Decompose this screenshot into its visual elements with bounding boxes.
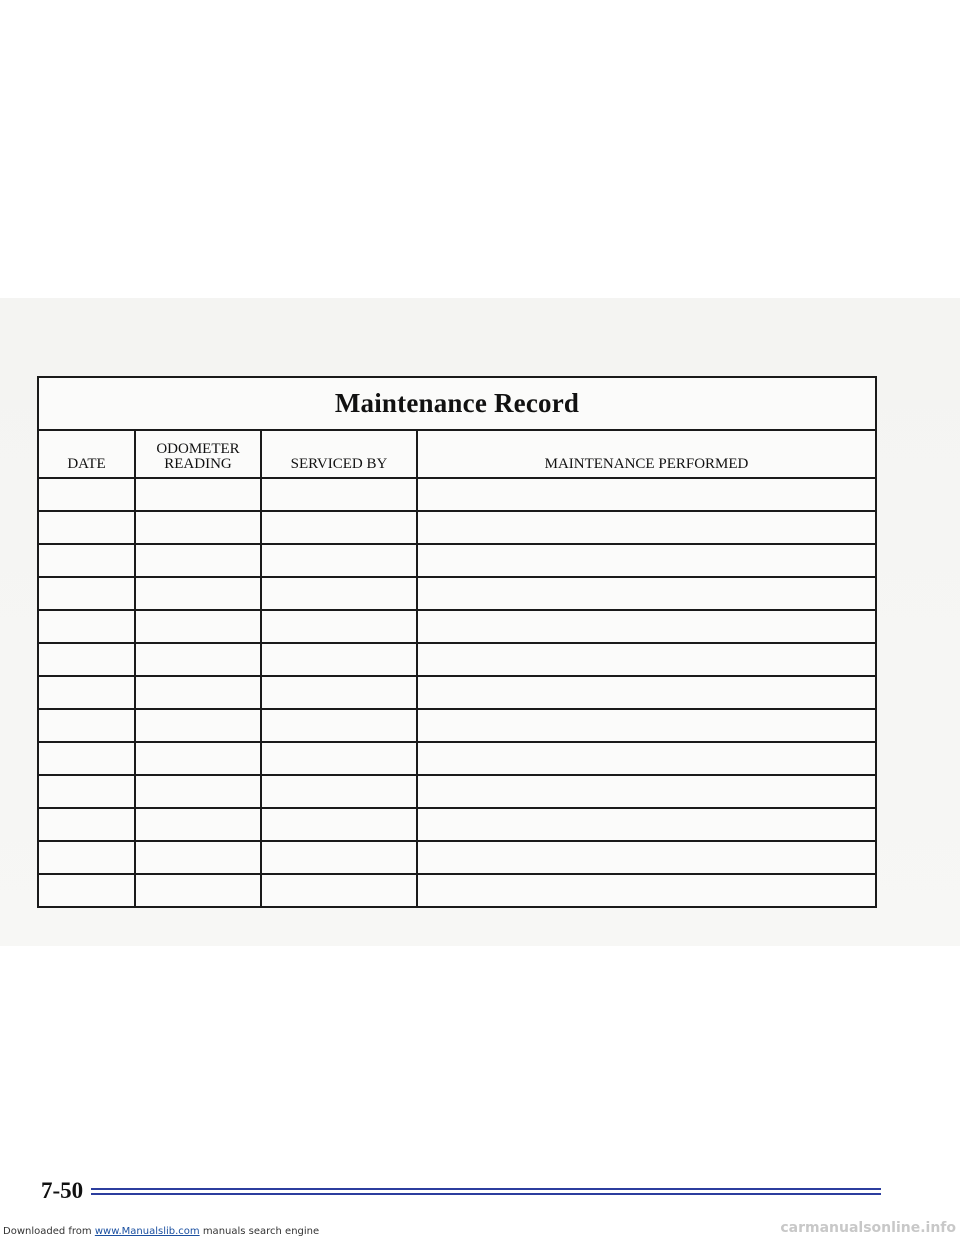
maintenance-performed-label: MAINTENANCE PERFORMED: [544, 456, 749, 472]
table-row: [39, 709, 875, 742]
blank-cell-serviced-by: [261, 775, 417, 808]
blank-cell-serviced-by: [261, 643, 417, 676]
blank-cell-serviced-by: [261, 742, 417, 775]
blank-cell-odometer: [135, 841, 261, 874]
blank-cell-date: [39, 742, 135, 775]
blank-cell-serviced-by: [261, 841, 417, 874]
blank-cell-odometer: [135, 643, 261, 676]
column-header-odometer: [135, 431, 261, 478]
table-row: [39, 742, 875, 775]
header-row: [39, 431, 875, 478]
blank-cell-maintenance-performed: [417, 643, 875, 676]
blank-cell-serviced-by: [261, 709, 417, 742]
column-header-date: [39, 431, 135, 478]
blank-cell-date: [39, 577, 135, 610]
table-row: [39, 808, 875, 841]
blank-cell-odometer: [135, 478, 261, 511]
column-header-serviced-by: [261, 431, 417, 478]
blank-cell-odometer: [135, 874, 261, 906]
blank-cell-maintenance-performed: [417, 709, 875, 742]
blank-cell-odometer: [135, 511, 261, 544]
table-row: [39, 643, 875, 676]
download-note-prefix: Downloaded from: [3, 1226, 95, 1237]
blank-cell-maintenance-performed: [417, 478, 875, 511]
blank-cell-maintenance-performed: [417, 841, 875, 874]
blank-cell-maintenance-performed: [417, 874, 875, 906]
blank-cell-date: [39, 676, 135, 709]
blank-cell-maintenance-performed: [417, 775, 875, 808]
blank-cell-date: [39, 544, 135, 577]
page-footer: [41, 1179, 881, 1203]
blank-cell-odometer: [135, 742, 261, 775]
table-row: [39, 676, 875, 709]
blank-cell-odometer: [135, 544, 261, 577]
manualslib-link[interactable]: www.Manualslib.com: [94, 1226, 200, 1237]
blank-cell-date: [39, 775, 135, 808]
table-row: [39, 511, 875, 544]
watermark: carmanualsonline.info: [780, 1220, 956, 1236]
blank-cell-date: [39, 874, 135, 906]
blank-cell-date: [39, 841, 135, 874]
blank-cell-maintenance-performed: [417, 577, 875, 610]
download-note-suffix: manuals search engine: [199, 1226, 320, 1237]
download-note: [3, 1226, 319, 1237]
table-row: [39, 841, 875, 874]
blank-cell-odometer: [135, 808, 261, 841]
blank-cell-maintenance-performed: [417, 610, 875, 643]
manual-page: [0, 298, 960, 1203]
blank-cell-serviced-by: [261, 544, 417, 577]
table-row: [39, 610, 875, 643]
table-row: [39, 577, 875, 610]
blank-cell-date: [39, 478, 135, 511]
record-title: Maintenance Record: [39, 378, 875, 431]
blank-cell-date: [39, 808, 135, 841]
blank-cell-maintenance-performed: [417, 544, 875, 577]
table-row: [39, 478, 875, 511]
blank-cell-serviced-by: [261, 577, 417, 610]
footer-rule: [91, 1188, 881, 1195]
table-row: [39, 544, 875, 577]
blank-cell-odometer: [135, 577, 261, 610]
blank-cell-serviced-by: [261, 874, 417, 906]
serviced-by-label: SERVICED BY: [290, 456, 388, 472]
page-number: 7-50: [41, 1178, 84, 1203]
date-label: DATE: [67, 456, 106, 472]
maintenance-record-form: [37, 376, 877, 908]
blank-cell-maintenance-performed: [417, 676, 875, 709]
blank-cell-date: [39, 610, 135, 643]
blank-cell-odometer: [135, 610, 261, 643]
odometer-label-line2: READING: [164, 456, 232, 472]
blank-cell-odometer: [135, 775, 261, 808]
blank-cell-serviced-by: [261, 511, 417, 544]
blank-cell-serviced-by: [261, 676, 417, 709]
maintenance-table: [39, 431, 875, 906]
blank-cell-maintenance-performed: [417, 511, 875, 544]
column-header-maintenance-performed: [417, 431, 875, 478]
blank-cell-serviced-by: [261, 808, 417, 841]
blank-cell-date: [39, 511, 135, 544]
record-body: [39, 478, 875, 906]
blank-cell-maintenance-performed: [417, 808, 875, 841]
blank-cell-serviced-by: [261, 610, 417, 643]
blank-cell-odometer: [135, 676, 261, 709]
blank-cell-date: [39, 643, 135, 676]
blank-cell-maintenance-performed: [417, 742, 875, 775]
odometer-label-line1: ODOMETER: [156, 441, 240, 457]
blank-cell-serviced-by: [261, 478, 417, 511]
blank-cell-date: [39, 709, 135, 742]
blank-cell-odometer: [135, 709, 261, 742]
table-row: [39, 874, 875, 906]
table-row: [39, 775, 875, 808]
